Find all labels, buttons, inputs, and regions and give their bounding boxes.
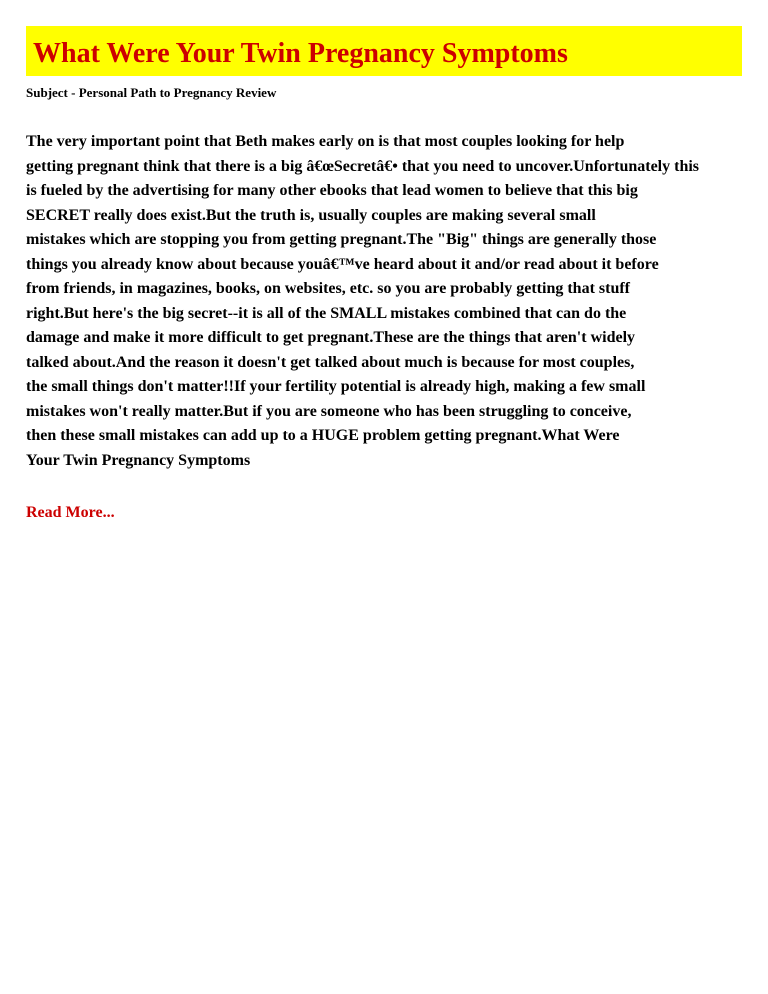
body-line: SECRET really does exist.But the truth is, usually couples are making several small <box>26 206 596 224</box>
body-line: right.But here's the big secret--it is all of the SMALL mistakes combined that can do the <box>26 304 627 322</box>
body-line: damage and make it more difficult to get pregnant.These are the things that aren't widely <box>26 329 636 346</box>
body-line: talked about.And the reason it doesn't get talked about much is because for most couples, <box>26 353 635 371</box>
body-line: from friends, in magazines, books, on websites, etc. so you are probably getting that stuff <box>26 280 631 297</box>
body-line: Your Twin Pregnancy Symptoms <box>26 451 251 469</box>
read-more-link[interactable]: Read More... <box>26 504 115 521</box>
page-title: What Were Your Twin Pregnancy Symptoms <box>33 38 568 69</box>
title-banner <box>26 26 742 76</box>
body-line: mistakes which are stopping you from getting pregnant.The "Big" things are generally those <box>26 231 657 248</box>
body-line: is fueled by the advertising for many other ebooks that lead women to believe that this big <box>26 182 638 199</box>
body-line: The very important point that Beth makes early on is that most couples looking for help <box>26 133 625 150</box>
body-line: getting pregnant think that there is a big â€œSecretâ€• that you need to uncover.Unfortunately this <box>26 157 700 175</box>
body-line: then these small mistakes can add up to a HUGE problem getting pregnant.What Were <box>26 427 620 444</box>
body-line: mistakes won't really matter.But if you are someone who has been struggling to conceive, <box>26 402 632 420</box>
body-line: the small things don't matter!!If your fertility potential is already high, making a few small <box>26 378 646 395</box>
subject-line: Subject - Personal Path to Pregnancy Review <box>26 85 277 100</box>
article-body <box>26 130 768 473</box>
body-line: things you already know about because youâ€™ve heard about it and/or read about it before <box>26 255 659 273</box>
